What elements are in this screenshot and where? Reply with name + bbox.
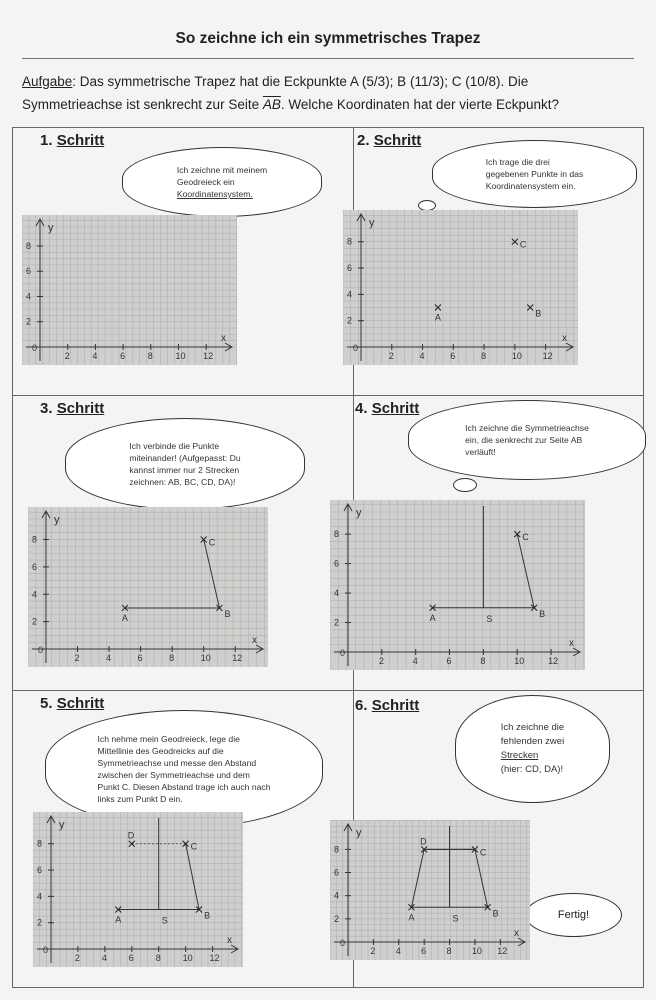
x-tick-label: 12	[542, 351, 553, 361]
x-tick-label: 6	[137, 653, 143, 663]
y-tick-label: 2	[32, 616, 38, 627]
origin-label: 0	[340, 938, 346, 948]
step-3-bubble: Ich verbinde die Punkte miteinander! (Aufgepasst: Du kannst immer nur 2 Strecken zeichnen: AB, BC, CD, DA)!	[65, 418, 305, 510]
label-a: A	[121, 612, 128, 623]
x-tick-label: 2	[378, 656, 384, 666]
grid-paper	[28, 507, 268, 667]
label-b: B	[224, 608, 231, 619]
x-tick-label: 12	[209, 953, 220, 963]
label-d: D	[127, 830, 135, 841]
x-axis-label: x	[227, 935, 232, 946]
y-tick-label: 8	[26, 240, 32, 251]
y-axis-label: y	[48, 222, 54, 234]
y-tick-label: 8	[32, 534, 38, 545]
x-axis-label: x	[221, 333, 226, 344]
task-line2-post: . Welche Koordinaten hat der vierte Eckpunkt?	[280, 97, 560, 112]
x-tick-label: 2	[74, 653, 80, 663]
task-line1: : Das symmetrische Trapez hat die Eckpunkte A (5/3); B (11/3); C (10/8). Die	[72, 74, 529, 89]
step-1-heading: 1. Schritt	[40, 132, 105, 149]
step-5-heading: 5. Schritt	[40, 695, 105, 712]
step-4-heading: 4. Schritt	[355, 400, 420, 417]
x-tick-label: 10	[511, 351, 522, 361]
origin-label: 0	[353, 343, 359, 353]
task-text	[22, 70, 637, 116]
origin-label: 0	[340, 648, 346, 658]
x-tick-label: 10	[200, 653, 211, 663]
y-tick-label: 4	[37, 891, 43, 902]
x-tick-label: 4	[101, 953, 107, 963]
y-tick-label: 6	[334, 558, 340, 569]
label-a: A	[408, 912, 415, 923]
x-tick-label: 6	[446, 656, 452, 666]
y-tick-label: 6	[334, 867, 340, 878]
y-tick-label: 2	[347, 315, 353, 326]
fertig-text: Fertig!	[557, 909, 590, 921]
x-tick-label: 10	[175, 351, 186, 361]
y-axis-label: y	[54, 514, 60, 526]
x-axis-label: x	[562, 333, 567, 344]
step-1-bubble: Ich zeichne mit meinem Geodreieck ein Koordinatensystem.	[122, 147, 322, 217]
page-title: So zeichne ich ein symmetrisches Trapez	[175, 30, 481, 47]
x-tick-label: 6	[128, 953, 134, 963]
x-tick-label: 6	[450, 351, 456, 361]
coordinate-system-step-1	[22, 215, 237, 365]
label-c: C	[208, 537, 216, 548]
x-tick-label: 8	[481, 351, 487, 361]
coordinate-system-step-6	[330, 820, 530, 960]
label-b: B	[539, 608, 546, 619]
x-tick-label: 12	[548, 656, 559, 666]
y-axis-label: y	[356, 827, 362, 839]
x-tick-label: 8	[147, 351, 153, 361]
origin-label: 0	[38, 645, 44, 655]
x-tick-label: 4	[395, 946, 401, 956]
y-tick-label: 2	[334, 913, 340, 924]
y-axis-label: y	[59, 819, 65, 831]
label-b: B	[204, 910, 211, 921]
coordinate-system-step-5	[33, 812, 243, 967]
y-tick-label: 8	[334, 529, 340, 540]
y-tick-label: 4	[347, 289, 353, 300]
step-4-bubble-tail	[453, 478, 477, 492]
label-s: S	[452, 913, 459, 924]
label-a: A	[434, 312, 441, 323]
y-tick-label: 8	[37, 838, 43, 849]
y-axis-label: y	[369, 217, 375, 229]
y-tick-label: 6	[26, 266, 32, 277]
task-segment: $\overline{AB}$	[262, 97, 281, 112]
y-tick-label: 2	[37, 917, 43, 928]
y-tick-label: 6	[32, 561, 38, 572]
y-tick-label: 4	[334, 890, 340, 901]
x-axis-label: x	[252, 635, 257, 646]
coordinate-system-step-3	[28, 507, 268, 667]
step-2-heading: 2. Schritt	[357, 132, 422, 149]
label-d: D	[420, 836, 427, 847]
fertig-bubble	[525, 893, 622, 937]
x-axis-label: x	[514, 928, 519, 939]
step-5-bubble: Ich nehme mein Geodreieck, lege die Mittellinie des Geodreicks auf die Symmetrieachse und messe den Abstand zwischen der Symmetrieachse und dem Punkt C. Diesen Abstand trage ich auch nach links zum Punkt D ein.	[45, 710, 323, 828]
label-a: A	[429, 612, 436, 623]
y-tick-label: 6	[347, 263, 353, 274]
x-tick-label: 8	[169, 653, 175, 663]
step-6-heading: 6. Schritt	[355, 697, 420, 714]
coordinate-system-step-4	[330, 500, 585, 670]
x-tick-label: 4	[419, 351, 425, 361]
x-tick-label: 6	[421, 946, 427, 956]
y-tick-label: 4	[334, 588, 340, 599]
task-line2-pre: Symmetrieachse ist senkrecht zur Seite	[22, 97, 263, 112]
x-axis-label: x	[569, 638, 574, 649]
grid-divider-row2	[12, 690, 644, 691]
y-tick-label: 4	[32, 589, 38, 600]
x-tick-label: 12	[497, 946, 508, 956]
label-c: C	[190, 841, 198, 852]
x-tick-label: 12	[203, 351, 214, 361]
step-4-bubble: Ich zeichne die Symmetrieachse ein, die senkrecht zur Seite AB verläuft!	[408, 400, 646, 480]
x-tick-label: 2	[74, 953, 80, 963]
y-tick-label: 2	[26, 316, 32, 327]
label-b: B	[535, 308, 542, 319]
y-tick-label: 6	[37, 865, 43, 876]
origin-label: 0	[32, 343, 38, 353]
x-tick-label: 8	[155, 953, 161, 963]
task-label: Aufgabe	[22, 74, 73, 89]
origin-label: 0	[43, 945, 49, 955]
x-tick-label: 2	[64, 351, 70, 361]
x-tick-label: 2	[388, 351, 394, 361]
grid-divider-row1	[12, 395, 644, 396]
label-c: C	[479, 847, 487, 858]
step-3-heading: 3. Schritt	[40, 400, 105, 417]
x-tick-label: 4	[106, 653, 112, 663]
step-6-bubble: Ich zeichne die fehlenden zwei Strecken (hier: CD, DA)!	[455, 695, 610, 803]
x-tick-label: 10	[471, 946, 482, 956]
x-tick-label: 12	[232, 653, 243, 663]
label-a: A	[115, 914, 122, 925]
x-tick-label: 4	[412, 656, 418, 666]
x-tick-label: 10	[182, 953, 193, 963]
step-2-bubble: Ich trage die drei gegebenen Punkte in das Koordinatensystem ein.	[432, 140, 637, 208]
y-tick-label: 4	[26, 291, 32, 302]
y-tick-label: 8	[334, 844, 340, 855]
label-s: S	[486, 613, 493, 624]
x-tick-label: 6	[120, 351, 126, 361]
x-tick-label: 8	[446, 946, 452, 956]
x-tick-label: 2	[370, 946, 376, 956]
coordinate-system-step-2	[343, 210, 578, 365]
y-tick-label: 8	[347, 236, 353, 247]
x-tick-label: 8	[480, 656, 486, 666]
y-tick-label: 2	[334, 617, 340, 628]
label-s: S	[161, 915, 168, 926]
label-c: C	[522, 532, 529, 543]
x-tick-label: 10	[514, 656, 525, 666]
label-b: B	[492, 908, 499, 919]
y-axis-label: y	[356, 507, 362, 519]
label-c: C	[519, 239, 527, 250]
title-rule	[22, 58, 634, 59]
x-tick-label: 4	[92, 351, 98, 361]
